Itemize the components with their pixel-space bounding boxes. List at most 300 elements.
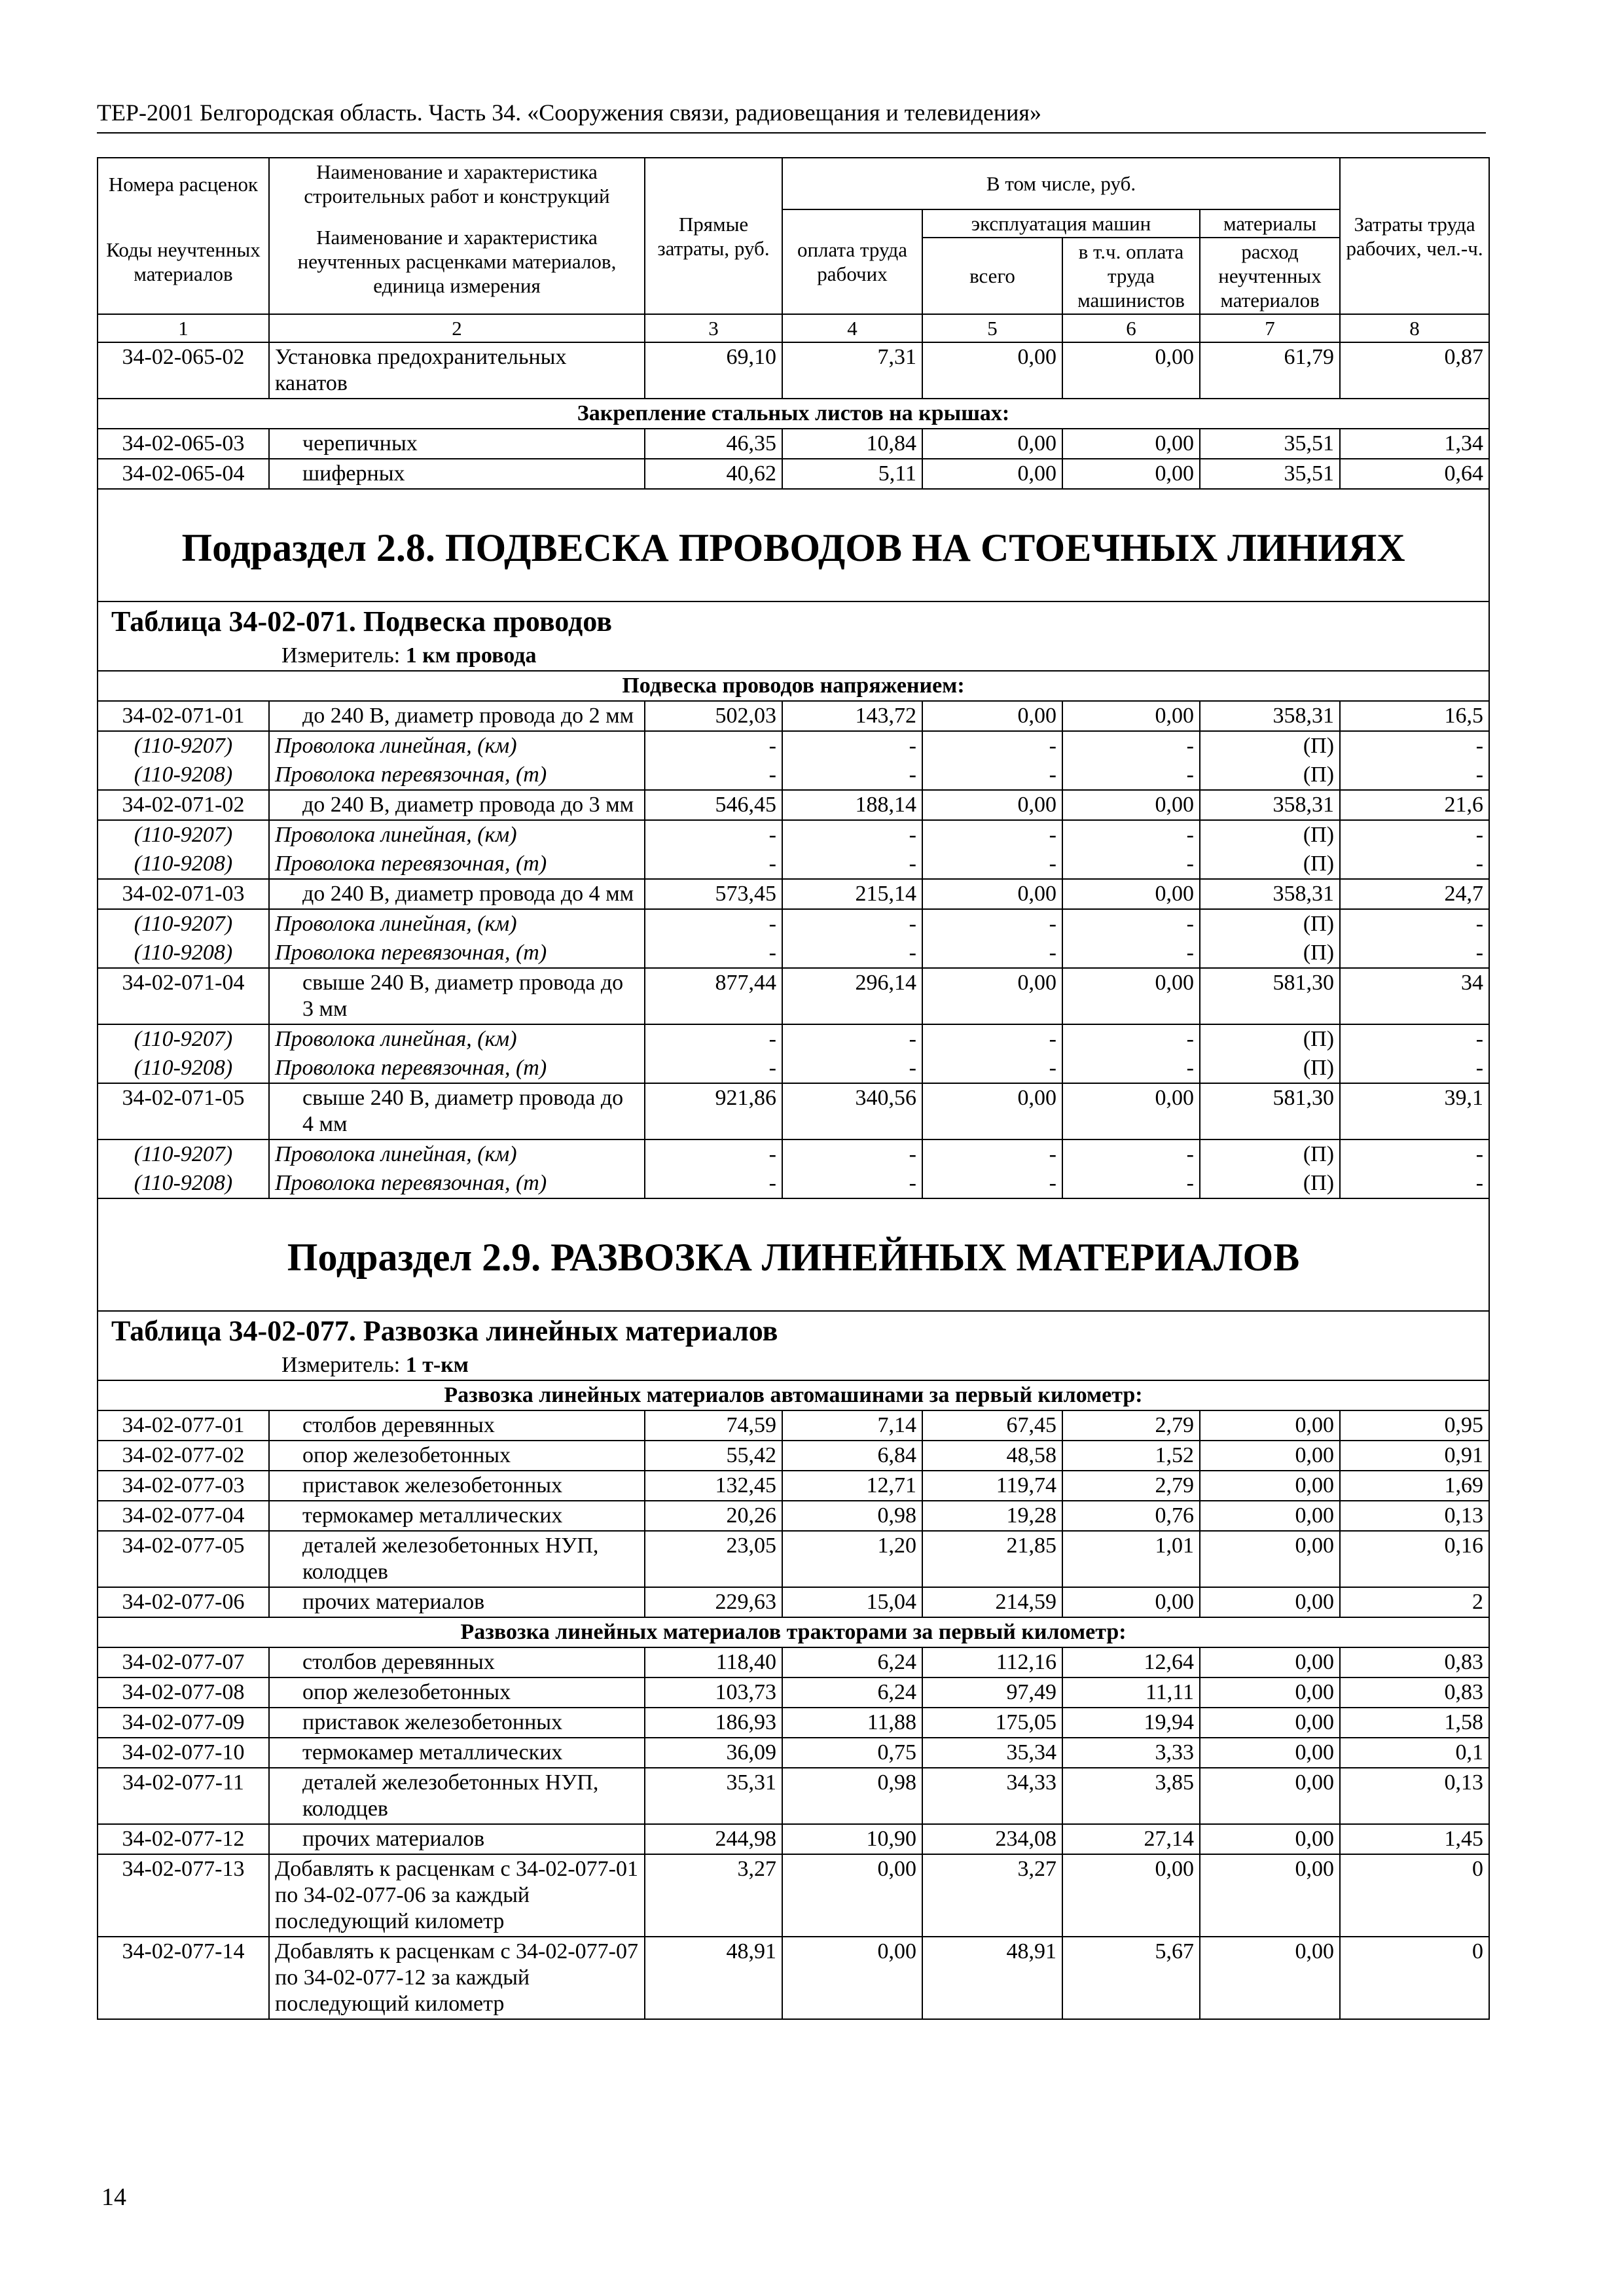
direct-costs: 502,03 bbox=[645, 701, 782, 731]
header-material-codes: Коды неучтенных материалов bbox=[98, 209, 269, 314]
machines-total: 0,00 bbox=[922, 342, 1062, 399]
rate-name: Установка предохранительных канатов bbox=[269, 342, 645, 399]
dash: - bbox=[1340, 939, 1489, 968]
dash: - bbox=[922, 909, 1062, 939]
rate-name: прочих материалов bbox=[269, 1587, 645, 1617]
table-row bbox=[98, 1937, 1489, 2019]
direct-costs: 132,45 bbox=[645, 1471, 782, 1501]
header-work-name: Наименование и характеристика строительных работ и конструкций bbox=[269, 158, 645, 209]
labor-hours: 0 bbox=[1340, 1854, 1489, 1937]
table-row bbox=[98, 342, 1489, 399]
worker-pay: 0,00 bbox=[782, 1854, 922, 1937]
rate-code: 34-02-077-12 bbox=[98, 1824, 269, 1854]
direct-costs: 40,62 bbox=[645, 459, 782, 489]
material-mark: (П) bbox=[1200, 820, 1340, 850]
materials-cost: 581,30 bbox=[1200, 968, 1340, 1024]
material-name: Проволока перевязочная, (т) bbox=[269, 761, 645, 790]
labor-hours: 0,16 bbox=[1340, 1531, 1489, 1587]
col-number: 7 bbox=[1200, 314, 1340, 342]
rate-code: 34-02-077-06 bbox=[98, 1587, 269, 1617]
header-direct-costs: Прямые затраты, руб. bbox=[645, 158, 782, 314]
machinist-pay: 0,00 bbox=[1062, 342, 1200, 399]
table-row bbox=[98, 1083, 1489, 1139]
material-row bbox=[98, 1024, 1489, 1054]
materials-cost: 0,00 bbox=[1200, 1501, 1340, 1531]
rate-name: до 240 В, диаметр провода до 4 мм bbox=[269, 879, 645, 909]
machinist-pay: 0,00 bbox=[1062, 429, 1200, 459]
machines-total: 175,05 bbox=[922, 1708, 1062, 1738]
machines-total: 97,49 bbox=[922, 1677, 1062, 1708]
dash: - bbox=[1340, 1054, 1489, 1083]
rate-code: 34-02-071-04 bbox=[98, 968, 269, 1024]
labor-hours: 16,5 bbox=[1340, 701, 1489, 731]
direct-costs: 48,91 bbox=[645, 1937, 782, 2019]
dash: - bbox=[922, 850, 1062, 879]
group-row bbox=[98, 399, 1489, 429]
dash: - bbox=[1340, 1139, 1489, 1169]
rate-name: Добавлять к расценкам с 34-02-077-01 по 34-02-077-06 за каждый последующий километр bbox=[269, 1854, 645, 1937]
table-row bbox=[98, 879, 1489, 909]
table-row bbox=[98, 1677, 1489, 1708]
direct-costs: 74,59 bbox=[645, 1410, 782, 1441]
labor-hours: 24,7 bbox=[1340, 879, 1489, 909]
materials-cost: 0,00 bbox=[1200, 1738, 1340, 1768]
material-code: (110-9207) bbox=[98, 731, 269, 761]
direct-costs: 46,35 bbox=[645, 429, 782, 459]
material-mark: (П) bbox=[1200, 1139, 1340, 1169]
machinist-pay: 11,11 bbox=[1062, 1677, 1200, 1708]
labor-hours: 39,1 bbox=[1340, 1083, 1489, 1139]
measure-value: 1 км провода bbox=[405, 643, 537, 668]
table-row bbox=[98, 1647, 1489, 1677]
dash: - bbox=[782, 909, 922, 939]
direct-costs: 546,45 bbox=[645, 790, 782, 820]
dash: - bbox=[1340, 909, 1489, 939]
worker-pay: 1,20 bbox=[782, 1531, 922, 1587]
machinist-pay: 0,00 bbox=[1062, 1587, 1200, 1617]
worker-pay: 12,71 bbox=[782, 1471, 922, 1501]
col-number: 5 bbox=[922, 314, 1062, 342]
table-row bbox=[98, 1410, 1489, 1441]
rate-code: 34-02-077-09 bbox=[98, 1708, 269, 1738]
machines-total: 119,74 bbox=[922, 1471, 1062, 1501]
rate-code: 34-02-071-03 bbox=[98, 879, 269, 909]
material-row bbox=[98, 939, 1489, 968]
dash: - bbox=[1340, 1024, 1489, 1054]
material-mark: (П) bbox=[1200, 1169, 1340, 1198]
material-code: (110-9207) bbox=[98, 1139, 269, 1169]
page-header: ТЕР-2001 Белгородская область. Часть 34. «Сооружения связи, радиовещания и телевидения» bbox=[97, 98, 1486, 134]
material-code: (110-9208) bbox=[98, 1054, 269, 1083]
worker-pay: 5,11 bbox=[782, 459, 922, 489]
material-mark: (П) bbox=[1200, 909, 1340, 939]
header-machines: эксплуатация машин bbox=[922, 209, 1200, 238]
worker-pay: 188,14 bbox=[782, 790, 922, 820]
rate-name: столбов деревянных bbox=[269, 1647, 645, 1677]
table-row bbox=[98, 1587, 1489, 1617]
direct-costs: 55,42 bbox=[645, 1441, 782, 1471]
material-mark: (П) bbox=[1200, 939, 1340, 968]
rate-code: 34-02-077-14 bbox=[98, 1937, 269, 2019]
rate-code: 34-02-071-02 bbox=[98, 790, 269, 820]
rate-name: свыше 240 В, диаметр провода до 3 мм bbox=[269, 968, 645, 1024]
machinist-pay: 0,76 bbox=[1062, 1501, 1200, 1531]
dash: - bbox=[922, 1024, 1062, 1054]
dash: - bbox=[1340, 1169, 1489, 1198]
labor-hours: 21,6 bbox=[1340, 790, 1489, 820]
material-code: (110-9208) bbox=[98, 850, 269, 879]
machinist-pay: 12,64 bbox=[1062, 1647, 1200, 1677]
measure bbox=[98, 641, 1489, 671]
labor-hours: 34 bbox=[1340, 968, 1489, 1024]
material-row bbox=[98, 820, 1489, 850]
machines-total: 214,59 bbox=[922, 1587, 1062, 1617]
table-row bbox=[98, 1441, 1489, 1471]
material-mark: (П) bbox=[1200, 761, 1340, 790]
machines-total: 0,00 bbox=[922, 459, 1062, 489]
dash: - bbox=[922, 1139, 1062, 1169]
dash: - bbox=[782, 850, 922, 879]
machines-total: 0,00 bbox=[922, 429, 1062, 459]
worker-pay: 6,24 bbox=[782, 1647, 922, 1677]
dash: - bbox=[645, 909, 782, 939]
labor-hours: 0,1 bbox=[1340, 1738, 1489, 1768]
direct-costs: 20,26 bbox=[645, 1501, 782, 1531]
worker-pay: 10,90 bbox=[782, 1824, 922, 1854]
machines-total: 0,00 bbox=[922, 1083, 1062, 1139]
direct-costs: 921,86 bbox=[645, 1083, 782, 1139]
dash: - bbox=[645, 1169, 782, 1198]
material-row bbox=[98, 1054, 1489, 1083]
worker-pay: 7,31 bbox=[782, 342, 922, 399]
materials-cost: 35,51 bbox=[1200, 459, 1340, 489]
dash: - bbox=[645, 1054, 782, 1083]
labor-hours: 0,91 bbox=[1340, 1441, 1489, 1471]
machinist-pay: 1,01 bbox=[1062, 1531, 1200, 1587]
materials-cost: 0,00 bbox=[1200, 1708, 1340, 1738]
material-mark: (П) bbox=[1200, 731, 1340, 761]
rate-code: 34-02-071-05 bbox=[98, 1083, 269, 1139]
dash: - bbox=[922, 761, 1062, 790]
rate-name: до 240 В, диаметр провода до 2 мм bbox=[269, 701, 645, 731]
rate-code: 34-02-077-04 bbox=[98, 1501, 269, 1531]
materials-cost: 35,51 bbox=[1200, 429, 1340, 459]
dash: - bbox=[645, 761, 782, 790]
table-row bbox=[98, 1738, 1489, 1768]
dash: - bbox=[1062, 1024, 1200, 1054]
material-mark: (П) bbox=[1200, 1024, 1340, 1054]
worker-pay: 215,14 bbox=[782, 879, 922, 909]
table-title: Таблица 34-02-077. Развозка линейных материалов bbox=[98, 1311, 1489, 1351]
materials-cost: 0,00 bbox=[1200, 1587, 1340, 1617]
header-materials: материалы bbox=[1200, 209, 1340, 238]
rate-name: приставок железобетонных bbox=[269, 1471, 645, 1501]
table-body bbox=[98, 342, 1489, 2019]
dash: - bbox=[922, 820, 1062, 850]
group-title: Закрепление стальных листов на крышах: bbox=[98, 399, 1489, 429]
col-number: 3 bbox=[645, 314, 782, 342]
rate-code: 34-02-077-02 bbox=[98, 1441, 269, 1471]
dash: - bbox=[645, 820, 782, 850]
dash: - bbox=[782, 939, 922, 968]
labor-hours: 0,13 bbox=[1340, 1501, 1489, 1531]
measure-row bbox=[98, 641, 1489, 671]
header-labor-hours: Затраты труда рабочих, чел.-ч. bbox=[1340, 158, 1489, 314]
measure-label: Измеритель: bbox=[281, 1353, 406, 1377]
measure bbox=[98, 1351, 1489, 1380]
machinist-pay: 0,00 bbox=[1062, 968, 1200, 1024]
rate-code: 34-02-065-04 bbox=[98, 459, 269, 489]
material-code: (110-9208) bbox=[98, 1169, 269, 1198]
material-mark: (П) bbox=[1200, 850, 1340, 879]
group-row bbox=[98, 1380, 1489, 1410]
worker-pay: 296,14 bbox=[782, 968, 922, 1024]
labor-hours: 0,64 bbox=[1340, 459, 1489, 489]
worker-pay: 0,98 bbox=[782, 1501, 922, 1531]
measure-row bbox=[98, 1351, 1489, 1380]
rate-name: опор железобетонных bbox=[269, 1441, 645, 1471]
dash: - bbox=[645, 1024, 782, 1054]
labor-hours: 0 bbox=[1340, 1937, 1489, 2019]
material-name: Проволока линейная, (км) bbox=[269, 820, 645, 850]
labor-hours: 0,13 bbox=[1340, 1768, 1489, 1824]
section-title: Подраздел 2.8. ПОДВЕСКА ПРОВОДОВ НА СТОЕЧНЫХ ЛИНИЯХ bbox=[98, 489, 1489, 601]
table-title: Таблица 34-02-071. Подвеска проводов bbox=[98, 601, 1489, 641]
table-row bbox=[98, 968, 1489, 1024]
measure-value: 1 т-км bbox=[405, 1353, 469, 1377]
rate-code: 34-02-077-10 bbox=[98, 1738, 269, 1768]
rate-code: 34-02-077-07 bbox=[98, 1647, 269, 1677]
machinist-pay: 3,33 bbox=[1062, 1738, 1200, 1768]
col-number: 1 bbox=[98, 314, 269, 342]
header-rate-numbers: Номера расценок bbox=[98, 158, 269, 209]
direct-costs: 69,10 bbox=[645, 342, 782, 399]
machines-total: 35,34 bbox=[922, 1738, 1062, 1768]
worker-pay: 11,88 bbox=[782, 1708, 922, 1738]
group-title: Развозка линейных материалов тракторами за первый километр: bbox=[98, 1617, 1489, 1647]
materials-cost: 0,00 bbox=[1200, 1410, 1340, 1441]
table-row bbox=[98, 1708, 1489, 1738]
materials-cost: 581,30 bbox=[1200, 1083, 1340, 1139]
header-machinist-pay: в т.ч. оплата труда машинистов bbox=[1062, 238, 1200, 314]
materials-cost: 0,00 bbox=[1200, 1768, 1340, 1824]
table-row bbox=[98, 1768, 1489, 1824]
group-row bbox=[98, 1617, 1489, 1647]
materials-cost: 0,00 bbox=[1200, 1471, 1340, 1501]
material-code: (110-9207) bbox=[98, 1024, 269, 1054]
labor-hours: 0,83 bbox=[1340, 1677, 1489, 1708]
dash: - bbox=[645, 731, 782, 761]
rate-code: 34-02-077-08 bbox=[98, 1677, 269, 1708]
direct-costs: 3,27 bbox=[645, 1854, 782, 1937]
col-number: 6 bbox=[1062, 314, 1200, 342]
direct-costs: 103,73 bbox=[645, 1677, 782, 1708]
rate-name: деталей железобетонных НУП, колодцев bbox=[269, 1768, 645, 1824]
rate-code: 34-02-077-01 bbox=[98, 1410, 269, 1441]
table-row bbox=[98, 1501, 1489, 1531]
machines-total: 0,00 bbox=[922, 968, 1062, 1024]
machines-total: 3,27 bbox=[922, 1854, 1062, 1937]
direct-costs: 23,05 bbox=[645, 1531, 782, 1587]
machinist-pay: 0,00 bbox=[1062, 701, 1200, 731]
group-title: Подвеска проводов напряжением: bbox=[98, 671, 1489, 701]
materials-cost: 358,31 bbox=[1200, 790, 1340, 820]
dash: - bbox=[1062, 731, 1200, 761]
table-title-row bbox=[98, 1311, 1489, 1351]
worker-pay: 0,75 bbox=[782, 1738, 922, 1768]
machines-total: 21,85 bbox=[922, 1531, 1062, 1587]
machines-total: 48,58 bbox=[922, 1441, 1062, 1471]
table-header bbox=[98, 158, 1489, 342]
machines-total: 0,00 bbox=[922, 790, 1062, 820]
rate-name: свыше 240 В, диаметр провода до 4 мм bbox=[269, 1083, 645, 1139]
machinist-pay: 2,79 bbox=[1062, 1410, 1200, 1441]
dash: - bbox=[922, 939, 1062, 968]
machinist-pay: 5,67 bbox=[1062, 1937, 1200, 2019]
labor-hours: 1,58 bbox=[1340, 1708, 1489, 1738]
group-row bbox=[98, 671, 1489, 701]
machinist-pay: 0,00 bbox=[1062, 879, 1200, 909]
dash: - bbox=[922, 1169, 1062, 1198]
dash: - bbox=[782, 1169, 922, 1198]
materials-cost: 61,79 bbox=[1200, 342, 1340, 399]
material-name: Проволока перевязочная, (т) bbox=[269, 939, 645, 968]
dash: - bbox=[1062, 1139, 1200, 1169]
material-code: (110-9207) bbox=[98, 909, 269, 939]
dash: - bbox=[1340, 850, 1489, 879]
table-row bbox=[98, 790, 1489, 820]
machines-total: 112,16 bbox=[922, 1647, 1062, 1677]
direct-costs: 573,45 bbox=[645, 879, 782, 909]
worker-pay: 7,14 bbox=[782, 1410, 922, 1441]
material-mark: (П) bbox=[1200, 1054, 1340, 1083]
materials-cost: 358,31 bbox=[1200, 879, 1340, 909]
labor-hours: 2 bbox=[1340, 1587, 1489, 1617]
rate-code: 34-02-077-05 bbox=[98, 1531, 269, 1587]
table-row bbox=[98, 1531, 1489, 1587]
worker-pay: 340,56 bbox=[782, 1083, 922, 1139]
materials-cost: 0,00 bbox=[1200, 1824, 1340, 1854]
worker-pay: 6,24 bbox=[782, 1677, 922, 1708]
dash: - bbox=[1062, 909, 1200, 939]
direct-costs: 35,31 bbox=[645, 1768, 782, 1824]
materials-cost: 358,31 bbox=[1200, 701, 1340, 731]
dash: - bbox=[1062, 850, 1200, 879]
dash: - bbox=[1340, 820, 1489, 850]
material-row bbox=[98, 850, 1489, 879]
dash: - bbox=[645, 939, 782, 968]
machinist-pay: 27,14 bbox=[1062, 1824, 1200, 1854]
material-name: Проволока перевязочная, (т) bbox=[269, 1169, 645, 1198]
machinist-pay: 3,85 bbox=[1062, 1768, 1200, 1824]
rate-name: термокамер металлических bbox=[269, 1501, 645, 1531]
header-material-names: Наименование и характеристика неучтенных расценками материалов, единица измерения bbox=[269, 209, 645, 314]
dash: - bbox=[782, 1054, 922, 1083]
material-code: (110-9208) bbox=[98, 939, 269, 968]
direct-costs: 118,40 bbox=[645, 1647, 782, 1677]
materials-cost: 0,00 bbox=[1200, 1854, 1340, 1937]
labor-hours: 0,83 bbox=[1340, 1647, 1489, 1677]
rate-name: прочих материалов bbox=[269, 1824, 645, 1854]
rate-name: опор железобетонных bbox=[269, 1677, 645, 1708]
labor-hours: 0,95 bbox=[1340, 1410, 1489, 1441]
rate-code: 34-02-077-11 bbox=[98, 1768, 269, 1824]
machines-total: 34,33 bbox=[922, 1768, 1062, 1824]
material-name: Проволока линейная, (км) bbox=[269, 1139, 645, 1169]
machinist-pay: 0,00 bbox=[1062, 459, 1200, 489]
worker-pay: 10,84 bbox=[782, 429, 922, 459]
page-number: 14 bbox=[101, 2183, 126, 2211]
section-title-row bbox=[98, 1198, 1489, 1311]
table-row bbox=[98, 1854, 1489, 1937]
dash: - bbox=[645, 1139, 782, 1169]
rate-code: 34-02-065-02 bbox=[98, 342, 269, 399]
dash: - bbox=[782, 761, 922, 790]
worker-pay: 143,72 bbox=[782, 701, 922, 731]
material-name: Проволока перевязочная, (т) bbox=[269, 850, 645, 879]
rate-name: черепичных bbox=[269, 429, 645, 459]
material-code: (110-9207) bbox=[98, 820, 269, 850]
materials-cost: 0,00 bbox=[1200, 1441, 1340, 1471]
header-including: В том числе, руб. bbox=[782, 158, 1340, 209]
material-name: Проволока перевязочная, (т) bbox=[269, 1054, 645, 1083]
direct-costs: 877,44 bbox=[645, 968, 782, 1024]
direct-costs: 36,09 bbox=[645, 1738, 782, 1768]
direct-costs: 186,93 bbox=[645, 1708, 782, 1738]
machines-total: 0,00 bbox=[922, 701, 1062, 731]
dash: - bbox=[1062, 939, 1200, 968]
dash: - bbox=[782, 1139, 922, 1169]
machinist-pay: 0,00 bbox=[1062, 1854, 1200, 1937]
machinist-pay: 2,79 bbox=[1062, 1471, 1200, 1501]
dash: - bbox=[922, 731, 1062, 761]
rates-table bbox=[97, 157, 1490, 2020]
material-name: Проволока линейная, (км) bbox=[269, 731, 645, 761]
labor-hours: 0,87 bbox=[1340, 342, 1489, 399]
dash: - bbox=[782, 820, 922, 850]
rate-name: Добавлять к расценкам с 34-02-077-07 по 34-02-077-12 за каждый последующий километр bbox=[269, 1937, 645, 2019]
material-row bbox=[98, 1169, 1489, 1198]
direct-costs: 244,98 bbox=[645, 1824, 782, 1854]
materials-cost: 0,00 bbox=[1200, 1647, 1340, 1677]
col-number: 2 bbox=[269, 314, 645, 342]
rate-code: 34-02-065-03 bbox=[98, 429, 269, 459]
machinist-pay: 0,00 bbox=[1062, 790, 1200, 820]
labor-hours: 1,45 bbox=[1340, 1824, 1489, 1854]
material-row bbox=[98, 1139, 1489, 1169]
dash: - bbox=[782, 731, 922, 761]
measure-label: Измеритель: bbox=[281, 643, 406, 668]
material-row bbox=[98, 731, 1489, 761]
section-title-row bbox=[98, 489, 1489, 601]
dash: - bbox=[1340, 761, 1489, 790]
rate-code: 34-02-077-03 bbox=[98, 1471, 269, 1501]
material-row bbox=[98, 909, 1489, 939]
machines-total: 67,45 bbox=[922, 1410, 1062, 1441]
col-number: 4 bbox=[782, 314, 922, 342]
labor-hours: 1,34 bbox=[1340, 429, 1489, 459]
material-name: Проволока линейная, (км) bbox=[269, 1024, 645, 1054]
materials-cost: 0,00 bbox=[1200, 1937, 1340, 2019]
dash: - bbox=[782, 1024, 922, 1054]
materials-cost: 0,00 bbox=[1200, 1677, 1340, 1708]
dash: - bbox=[1062, 820, 1200, 850]
machinist-pay: 0,00 bbox=[1062, 1083, 1200, 1139]
worker-pay: 6,84 bbox=[782, 1441, 922, 1471]
group-title: Развозка линейных материалов автомашинами за первый километр: bbox=[98, 1380, 1489, 1410]
worker-pay: 0,00 bbox=[782, 1937, 922, 2019]
dash: - bbox=[645, 850, 782, 879]
